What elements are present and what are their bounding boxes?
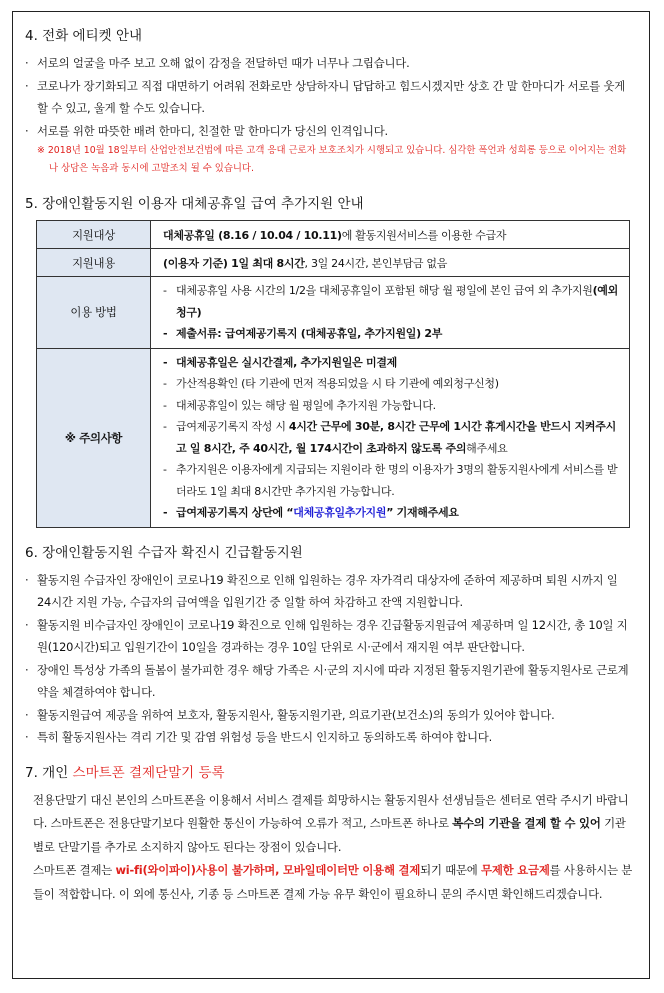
- section-6-title: 6. 장애인활동지원 수급자 확진시 긴급활동지원: [25, 544, 303, 561]
- list-item: · 장애인 특성상 가족의 돌봄이 불가피한 경우 해당 가족은 시·군의 지시에 따라 지정된 활동지원기관에 활동지원사로 근로계약을 체결하여야 합니다.: [25, 659, 635, 704]
- section-5: [25, 194, 635, 528]
- section-7-paragraph-1: [25, 789, 635, 860]
- list-item: · 서로의 얼굴을 마주 보고 오해 없이 감정을 전달하던 때가 너무나 그립습니다.: [25, 52, 635, 75]
- list-item: [163, 416, 621, 459]
- table-row: [37, 277, 630, 349]
- list-item: - 대체공휴일은 실시간결제, 추가지원일은 미결제: [163, 352, 621, 374]
- p1-bold: 복수의 기관을 결제 할 수 있어: [452, 816, 601, 830]
- section-4-bullets: [25, 52, 635, 142]
- caution-item4-c: 해주세요: [466, 441, 508, 455]
- list-item: · 코로나가 장기화되고 직접 대면하기 어려워 전화로만 상담하자니 답답하고 힘드시겠지만 상호 간 말 한마디가 서로를 웃게 할 수 있고, 울게 할 수도 있습니다.: [25, 75, 635, 120]
- list-item: - 추가지원은 이용자에게 지급되는 지원이라 한 명의 이용자가 3명의 활동지원사에게 서비스를 받더라도 1일 최대 8시간만 추가지원 가능합니다.: [163, 459, 621, 502]
- p1-a: 전용단말기 대신 본인의 스마트폰을 이용해서 서비스 결제를 희망하시는 활동지원사 선생님들은 센터로 연락 주시기 바랍니다. 스마트폰은 전용단말기보다 원활한 통신이 가능하여 오류가 적고, 스마트폰 하나로: [33, 792, 629, 830]
- row-body-caution: [151, 348, 630, 527]
- p2-red1: wi-fi(와이파이)사용이 불가하며, 모바일데이터만 이용해 결제: [115, 863, 421, 877]
- row-body-target: [151, 221, 630, 249]
- content-rest: , 3일 24시간, 본인부담금 없음: [304, 256, 448, 270]
- section-7-paragraph-2: [25, 859, 635, 906]
- row-head-method: 이용 방법: [37, 277, 151, 349]
- section-7: [25, 763, 635, 907]
- row-head-target: 지원대상: [37, 221, 151, 249]
- caution-list: [163, 352, 621, 524]
- target-bold: 대체공휴일 (8.16 / 10.04 / 10.11): [163, 228, 342, 242]
- table-row: [37, 249, 630, 277]
- p2-a: 스마트폰 결제는: [33, 863, 116, 877]
- caution-item6-a: 급여제공기록지 상단에 “: [176, 506, 294, 519]
- section-4-title: 4. 전화 에티켓 안내: [25, 28, 143, 44]
- p2-red2: 무제한 요금제: [481, 863, 550, 877]
- caution-item4-b: 4시간 근무에 30분, 8시간 근무에 1시간 휴게시간을 반드시 지켜주시고 일 8시간, 주 40시간, 월 174시간이 초과하지 않도록 주의: [176, 420, 616, 455]
- p2-c: 를 사용하시는 분들이 적합합니다. 이 외에 통신사, 기종 등 스마트폰 결제 가능 유무 확인이 필요하니 문의 주시면 확인해드리겠습니다.: [33, 863, 633, 901]
- content-bold: (이용자 기준) 1일 최대 8시간: [163, 256, 305, 270]
- table-row: [37, 221, 630, 249]
- caution-item6-c: ” 기재해주세요: [386, 506, 459, 519]
- list-item: - 가산적용확인 (타 기관에 먼저 적용되었을 시 타 기관에 예외청구신청): [163, 373, 621, 395]
- section-7-title-prefix: 7. 개인: [25, 764, 73, 781]
- method-item1-bold: (예외청구): [176, 284, 618, 319]
- section-6-bullets: [25, 569, 635, 749]
- support-table: [36, 220, 630, 528]
- section-4-note: ※ 2018년 10월 18일부터 산업안전보건법에 따른 고객 응대 근로자 보호조치가 시행되고 있습니다. 심각한 폭언과 성희롱 등으로 이어지는 전화나 상담은 녹음과 동시에 고발조치 될 수 있습니다.: [37, 145, 627, 174]
- list-item: [163, 280, 621, 323]
- section-7-title: [25, 763, 635, 783]
- row-body-content: [151, 249, 630, 277]
- method-list: [163, 280, 621, 345]
- list-item: · 활동지원 수급자인 장애인이 코로나19 확진으로 인해 입원하는 경우 자가격리 대상자에 준하여 제공하며 퇴원 시까지 일 24시간 지원 가능, 수급자의 급여액을 입원기간 중 일할 하여 차감하고 잔액 지원합니다.: [25, 569, 635, 614]
- row-head-caution: ※ 주의사항: [37, 348, 151, 527]
- table-row: [37, 348, 630, 527]
- list-item: · 특히 활동지원사는 격리 기간 및 감염 위험성 등을 반드시 인지하고 동의하도록 하여야 합니다.: [25, 726, 635, 749]
- section-7-title-red: 스마트폰 결제단말기 등록: [72, 764, 225, 781]
- p1-c: 기관별로 단말기를 추가로 소지하지 않아도 된다는 장점이 있습니다.: [33, 816, 626, 854]
- section-4: [25, 26, 635, 178]
- list-item: [163, 502, 621, 524]
- section-5-title: 5. 장애인활동지원 이용자 대체공휴일 급여 추가지원 안내: [25, 196, 364, 212]
- caution-item4-a: 급여제공기록지 작성 시: [176, 420, 289, 433]
- document-body: [25, 26, 635, 906]
- section-6: [25, 543, 635, 749]
- row-body-method: [151, 277, 630, 349]
- list-item: · 활동지원 비수급자인 장애인이 코로나19 확진으로 인해 입원하는 경우 긴급활동지원급여 제공하며 일 12시간, 총 10일 지원(120시간)되고 입원기간이 10일을 경과하는 경우 10일 단위로 시·군에서 재지원 여부 판단합니다.: [25, 614, 635, 659]
- list-item: - 제출서류: 급여제공기록지 (대체공휴일, 추가지원일) 2부: [163, 323, 621, 345]
- method-item1-text: 대체공휴일 사용 시간의 1/2을 대체공휴일이 포함된 해당 월 평일에 본인 급여 외 추가지원: [176, 284, 593, 297]
- row-head-content: 지원내용: [37, 249, 151, 277]
- list-item: - 대체공휴일이 있는 해당 월 평일에 추가지원 가능합니다.: [163, 395, 621, 417]
- caution-item6-b: 대체공휴일추가지원: [293, 506, 387, 519]
- target-rest: 에 활동지원서비스를 이용한 수급자: [341, 228, 507, 242]
- list-item: · 활동지원급여 제공을 위하여 보호자, 활동지원사, 활동지원기관, 의료기관(보건소)의 동의가 있어야 합니다.: [25, 704, 635, 727]
- p2-b: 되기 때문에: [420, 863, 482, 877]
- list-item: · 서로를 위한 따뜻한 배려 한마디, 친절한 말 한마디가 당신의 인격입니다.: [25, 120, 635, 143]
